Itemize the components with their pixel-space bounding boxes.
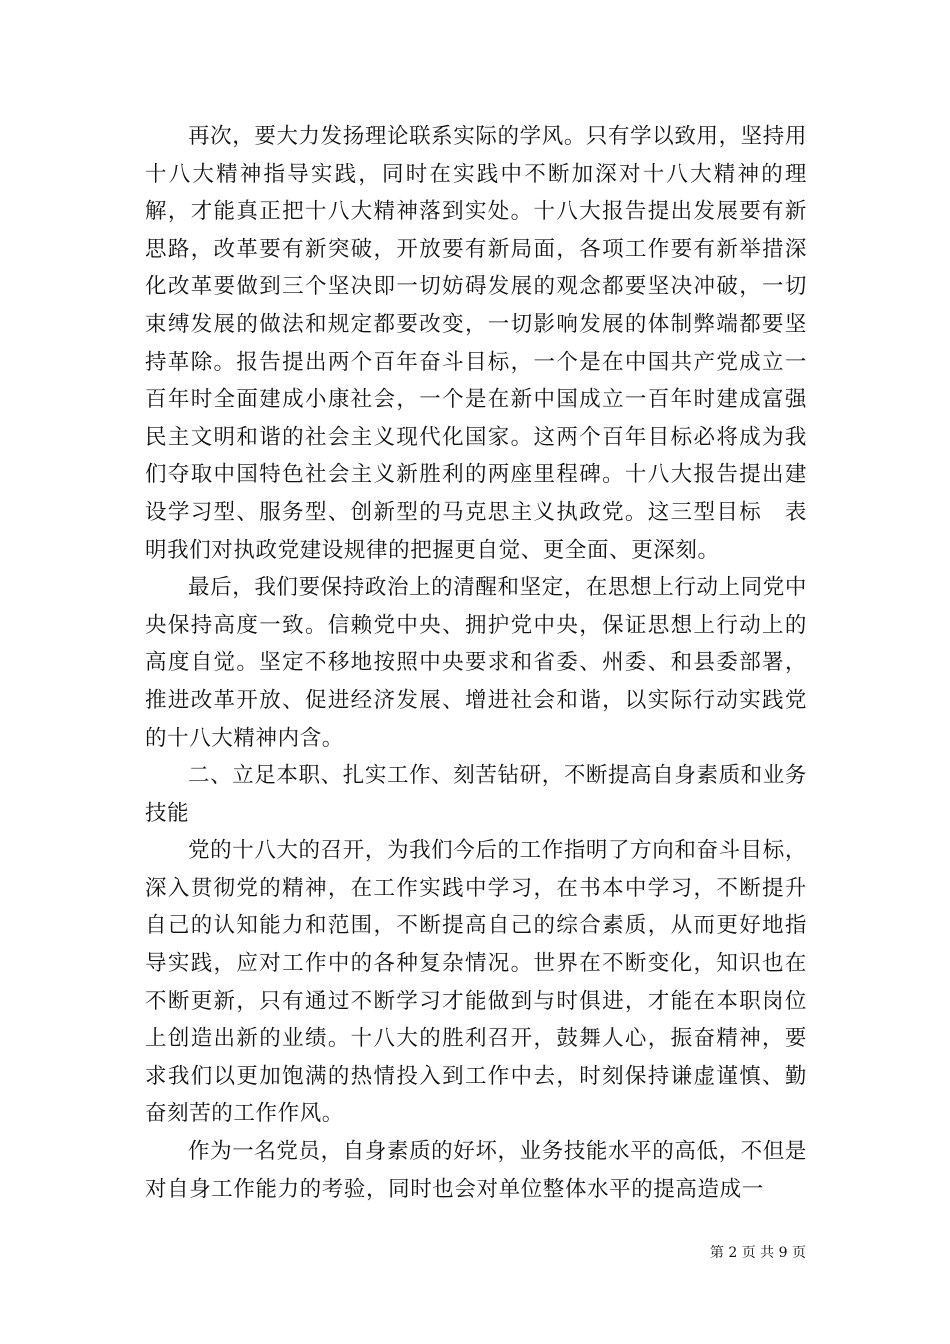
paragraph-2: 最后，我们要保持政治上的清醒和坚定，在思想上行动上同党中央保持高度一致。信赖党中央、拥护党中央，保证思想上行动上的高度自觉。坚定不移地按照中央要求和省委、州委、和县委部署，推进改革开放、促进经济发展、增进社会和谐，以实际行动实践党的十八大精神内含。 xyxy=(145,575,807,751)
paragraph-1: 再次，要大力发扬理论联系实际的学风。只有学以致用，坚持用十八大精神指导实践，同时在实践中不断加深对十八大精神的理解，才能真正把十八大精神落到实处。十八大报告提出发展要有新思路，改革要有新突破，开放要有新局面，各项工作要有新举措深化改革要做到三个坚决即一切妨碍发展的观念都要坚决冲破，一切束缚发展的做法和规定都要改变，一切影响发展的体制弊端都要坚持革除。报告提出两个百年奋斗目标，一个是在中国共产党成立一百年时全面建成小康社会，一个是在新中国成立一百年时建成富强民主文明和谐的社会主义现代化国家。这两个百年目标必将成为我们夺取中国特色社会主义新胜利的两座里程碑。十八大报告提出建设学习型、服务型、创新型的马克思主义执政党。这三型目标 表明我们对执政党建设规律的把握更自觉、更全面、更深刻。 xyxy=(145,124,807,563)
page-number: 第 2 页 共 9 页 xyxy=(709,1245,806,1261)
paragraph-3: 党的十八大的召开，为我们今后的工作指明了方向和奋斗目标，深入贯彻党的精神，在工作实践中学习，在书本中学习，不断提升自己的认知能力和范围，不断提高自己的综合素质，从而更好地指导实践，应对工作中的各种复杂情况。世界在不断变化，知识也在不断更新，只有通过不断学习才能做到与时俱进，才能在本职岗位上创造出新的业绩。十八大的胜利召开，鼓舞人心，振奋精神，要求我们以更加饱满的热情投入到工作中去，时刻保持谦虚谨慎、勤奋刻苦的工作作风。 xyxy=(145,838,807,1127)
section-heading: 二、立足本职、扎实工作、刻苦钻研，不断提高自身素质和业务技能 xyxy=(145,763,807,826)
document-body xyxy=(145,118,807,1208)
paragraph-4: 作为一名党员，自身素质的好坏，业务技能水平的高低，不但是对自身工作能力的考验，同时也会对单位整体水平的提高造成一 xyxy=(145,1139,807,1202)
